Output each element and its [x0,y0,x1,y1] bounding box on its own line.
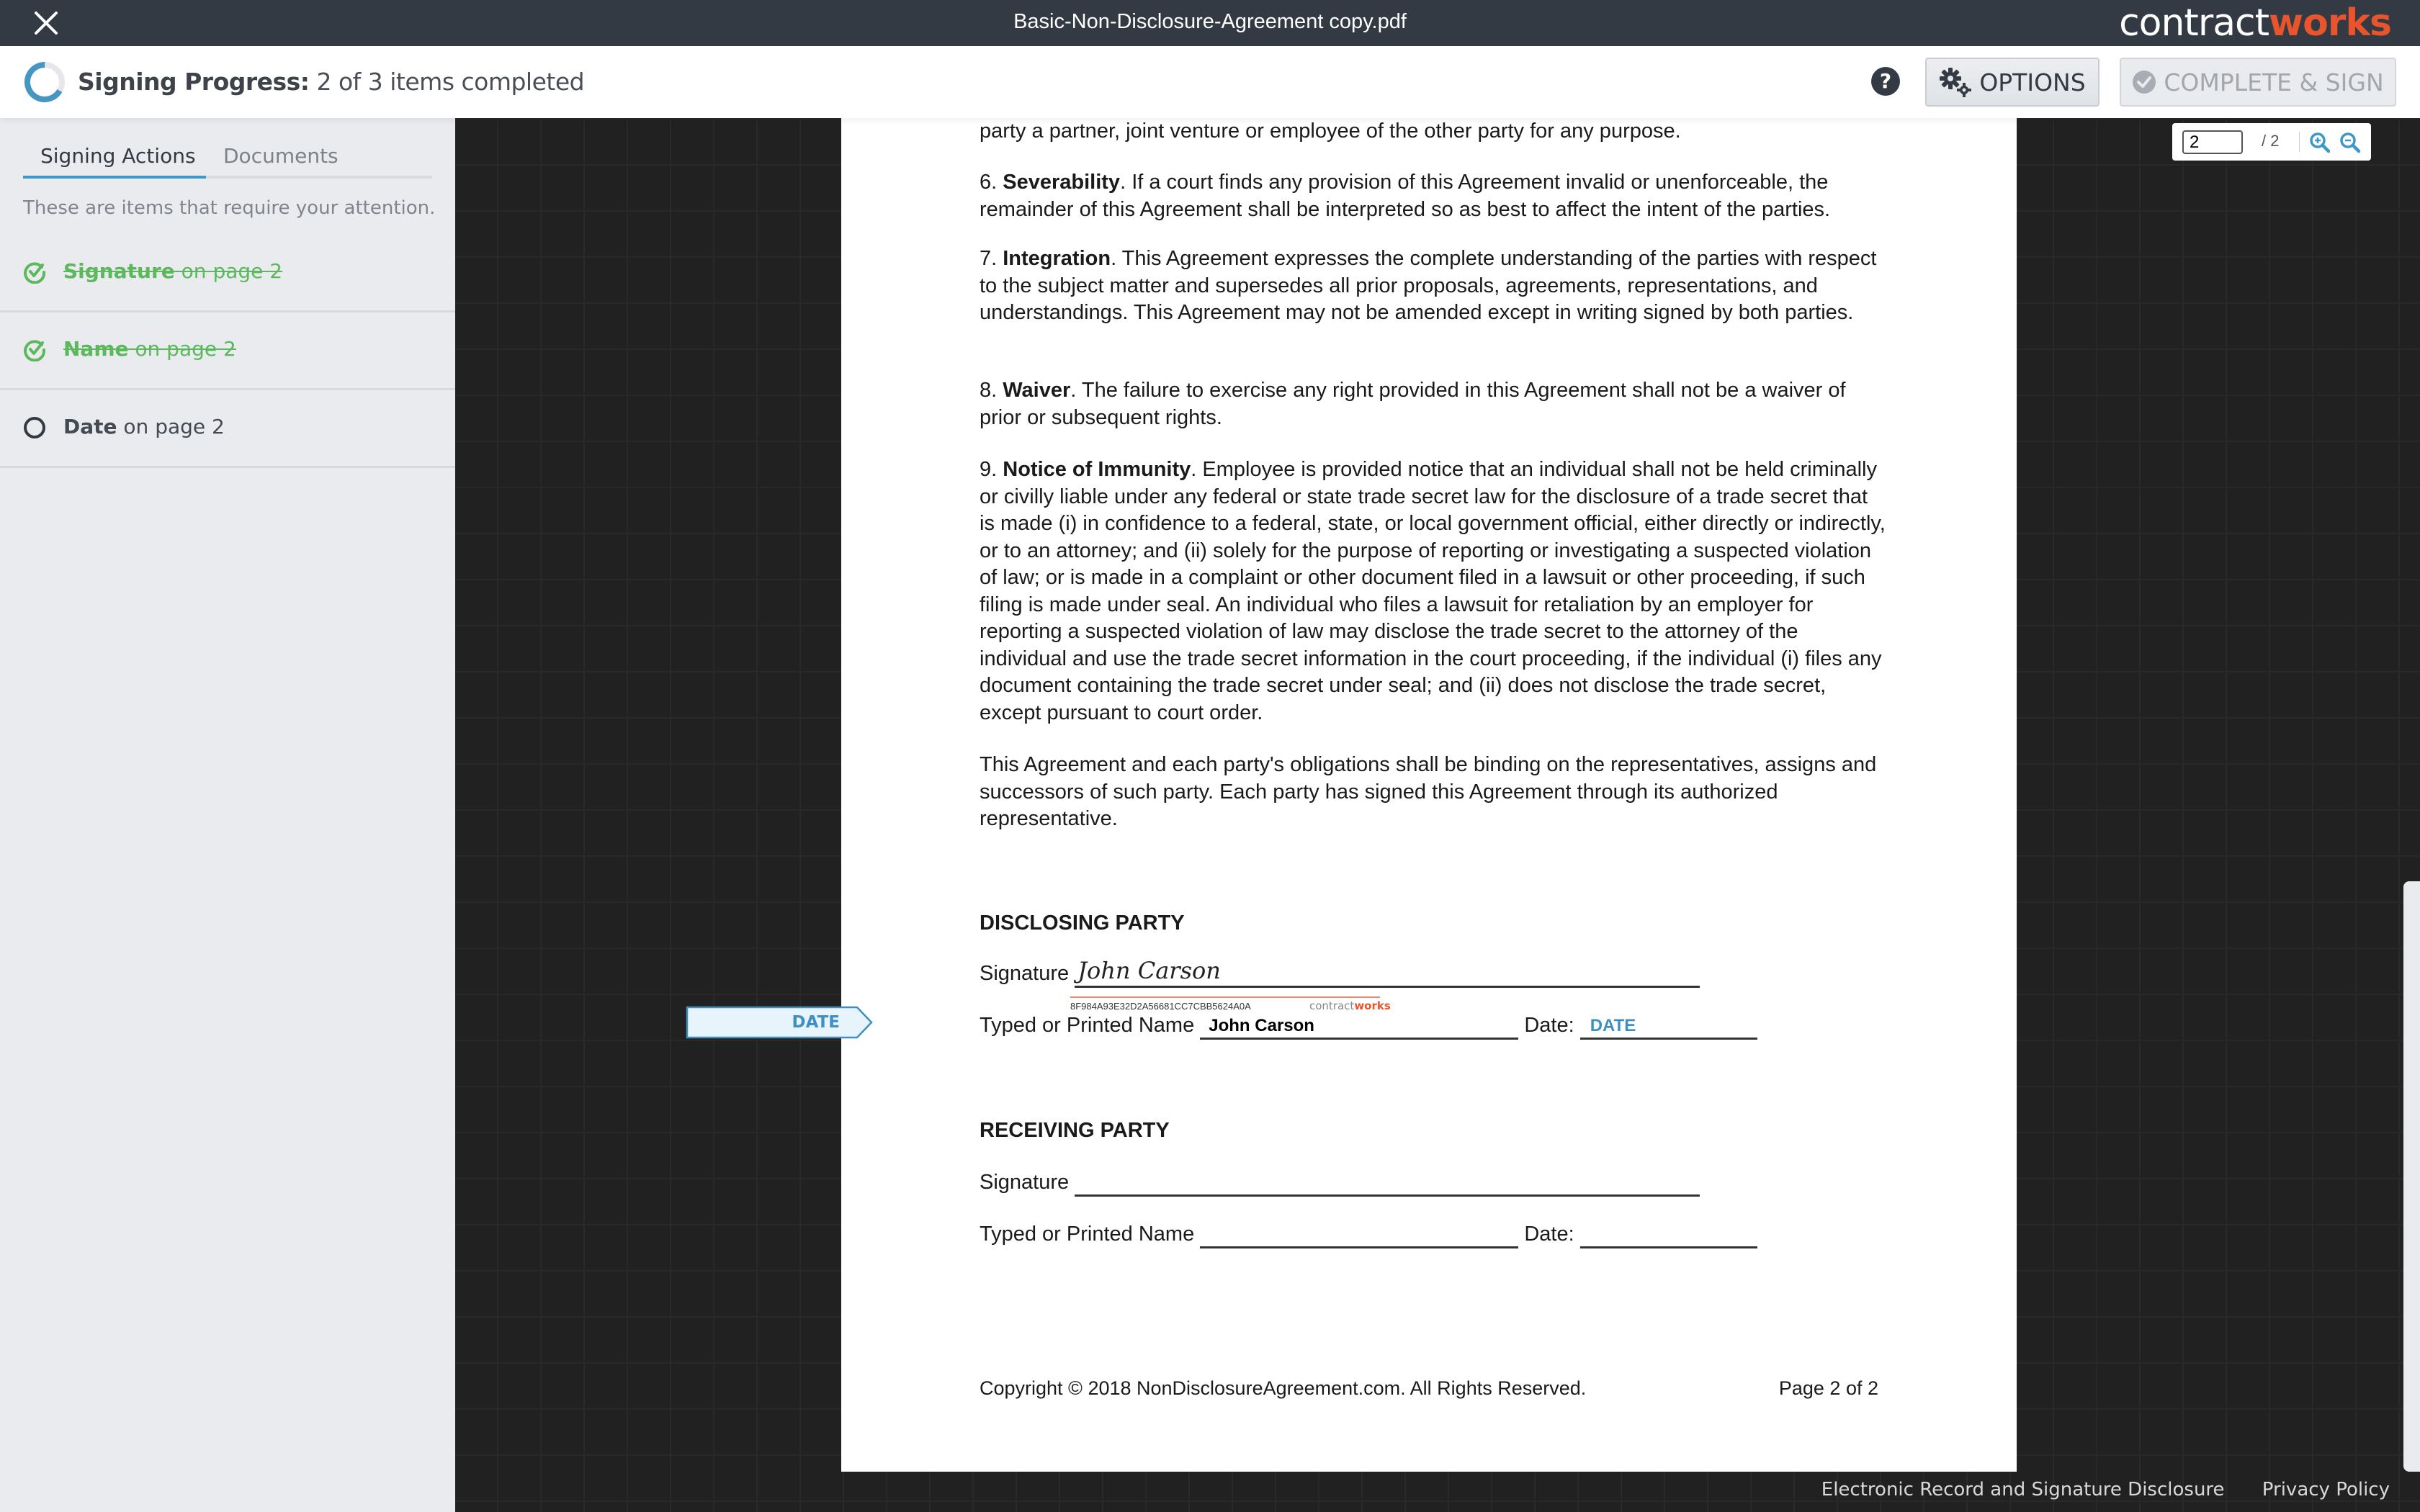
signature-value: John Carson [1077,956,1221,984]
action-location: on page 2 [123,415,225,438]
name-label: Typed or Printed Name [980,1223,1195,1246]
signature-label: Signature [980,1171,1070,1194]
paragraph-title: Integration [1003,247,1111,270]
action-field: Signature [63,259,175,283]
divider [2299,132,2300,152]
tab-signing-actions[interactable]: Signing Actions [40,144,196,168]
name-line [1200,1227,1518,1248]
paragraph-text: . If a court finds any provision of this Agreement invalid or unenforceable, the remainder of this Agreement shall be interpreted so as best to affect the intent of the parties. [980,171,1831,221]
paragraph-waiver [980,377,1887,431]
date-label: Date: [1524,1014,1574,1037]
logo-part-2: works [2269,1,2391,45]
complete-and-sign-button[interactable] [2120,58,2396,107]
paragraph-title: Waiver [1003,379,1071,402]
disclosing-party-heading: DISCLOSING PARTY [980,912,1185,935]
sidebar [0,118,455,1512]
paragraph [980,118,1887,145]
page-copyright: Copyright © 2018 NonDisclosureAgreement.com. All Rights Reserved. [980,1377,1587,1399]
paragraph-text: party a partner, joint venture or employee of the other party for any purpose. [980,120,1681,143]
signature-hash: 8F984A93E32D2A56681CC7CBB5624A0A [1070,1001,1251,1012]
paragraph-number: 9. [980,458,1003,481]
signature-label: Signature [980,962,1070,985]
name-field[interactable] [1200,1015,1518,1040]
help-button[interactable] [1871,67,1900,96]
receiving-name-row [980,1221,1757,1248]
paragraph-notice-of-immunity [980,456,1887,726]
action-field: Date [63,415,117,438]
name-value: John Carson [1209,1015,1314,1035]
progress-label: Signing Progress: [78,68,310,96]
zoom-in-icon[interactable] [2309,132,2331,153]
sidebar-tabs [23,144,432,179]
electronic-record-disclosure-link[interactable]: Electronic Record and Signature Disclosure [1821,1479,2225,1500]
action-label [63,337,236,361]
signature-brand [1309,999,1391,1012]
signature-line [1075,1175,1700,1197]
paragraph-title: Severability [1003,171,1121,194]
progress-ring-icon [23,60,66,104]
action-label [63,259,282,283]
tag-arrow-shape [686,1006,873,1039]
page-number-label: Page 2 of 2 [1778,1377,1878,1399]
check-circle-icon [23,261,46,284]
logo-part-1: contract [2119,1,2269,45]
date-field-tag[interactable] [686,1006,873,1039]
action-item-date[interactable] [0,390,455,468]
document-title: Basic-Non-Disclosure-Agreement copy.pdf [1013,10,1407,33]
action-field: Name [63,337,129,361]
options-button[interactable] [1925,58,2099,107]
paragraph-number: 8. [980,379,1003,402]
logo-part-1: contract [1309,999,1355,1012]
complete-label: COMPLETE & SIGN [2164,68,2384,96]
signature-stamp-line [1070,996,1380,998]
action-location: on page 2 [135,337,236,361]
date-placeholder[interactable]: DATE [1590,1015,1636,1035]
paragraph-severability [980,169,1887,223]
gear-icon [1939,67,1972,97]
signing-header [0,46,2420,118]
footer-links [1790,1479,2390,1500]
receiving-party-heading: RECEIVING PARTY [980,1119,1170,1142]
disclosing-signature-row [980,956,1700,988]
paragraph-text: . Employee is provided notice that an individual shall not be held criminally or civilly liable under any federal or state trade secret law for the disclosure of a trade secret that is made (i) in confidence to a federal, state, or local government official, either directly or indirectly, or to an attorney; and (ii) solely for the purpose of reporting or investigating a suspected violation of law; or is made in a complaint or other document filed in a lawsuit or other proceeding, if such filing is made under seal. An individual who files a lawsuit for retaliation by an employer for reporting a suspected violation of law may disclose the trade secret to the attorney of the individual and use the trade secret information in the court proceeding, if the individual (i) files any document containing the trade secret under seal; and (ii) does not disclose the trade secret, except pursuant to court order. [980,458,1886,724]
receiving-signature-row [980,1169,1700,1197]
action-item-name[interactable] [0,312,455,390]
empty-circle-icon [23,416,46,439]
options-label: OPTIONS [1979,68,2086,96]
paragraph-number: 7. [980,247,1003,270]
action-label [63,415,225,438]
paragraph-number: 6. [980,171,1003,194]
date-field[interactable] [1580,1015,1757,1040]
paragraph-integration [980,246,1887,327]
paragraph-text: . This Agreement expresses the complete understanding of the parties with respect to the subject matter and supersedes all prior proposals, agreements, representations, and understandings. This Agreement may not be amended except in writing signed by both parties. [980,247,1877,324]
privacy-policy-link[interactable]: Privacy Policy [2262,1479,2390,1500]
date-tag-label: DATE [792,1013,840,1032]
action-location: on page 2 [181,259,283,283]
paragraph-title: Notice of Immunity [1003,458,1191,481]
check-circle-icon [2132,70,2156,94]
page-navigator [2172,123,2371,161]
action-item-signature[interactable] [0,235,455,312]
check-circle-icon [23,338,46,361]
date-line [1580,1227,1757,1248]
signature-field[interactable] [1075,956,1700,988]
logo-part-2: works [1354,999,1391,1012]
paragraph-text: This Agreement and each party's obligations shall be binding on the representatives, assigns and successors of such party. Each party has signed this Agreement through its authorized representative. [980,753,1877,830]
date-label: Date: [1524,1223,1574,1246]
page-number-input[interactable] [2182,130,2243,154]
tab-documents[interactable]: Documents [223,144,339,168]
active-tab-indicator [23,176,206,179]
zoom-out-icon[interactable] [2339,132,2361,153]
disclosing-name-row [980,1012,1757,1040]
paragraph-text: . The failure to exercise any right provided in this Agreement shall not be a waiver of prior or subsequent rights. [980,379,1846,429]
contractworks-logo [2119,1,2391,45]
paragraph-binding [980,752,1887,833]
help-icon: ? [1879,69,1892,93]
progress-value: 2 of 3 items completed [316,68,585,96]
signing-progress [78,68,584,96]
sidebar-hint: These are items that require your attention. [23,197,436,219]
scrollbar-thumb[interactable] [2403,881,2420,1472]
name-label: Typed or Printed Name [980,1014,1195,1037]
page-total: / 2 [2262,132,2280,150]
document-page [841,118,2017,1472]
title-bar [0,0,2420,46]
